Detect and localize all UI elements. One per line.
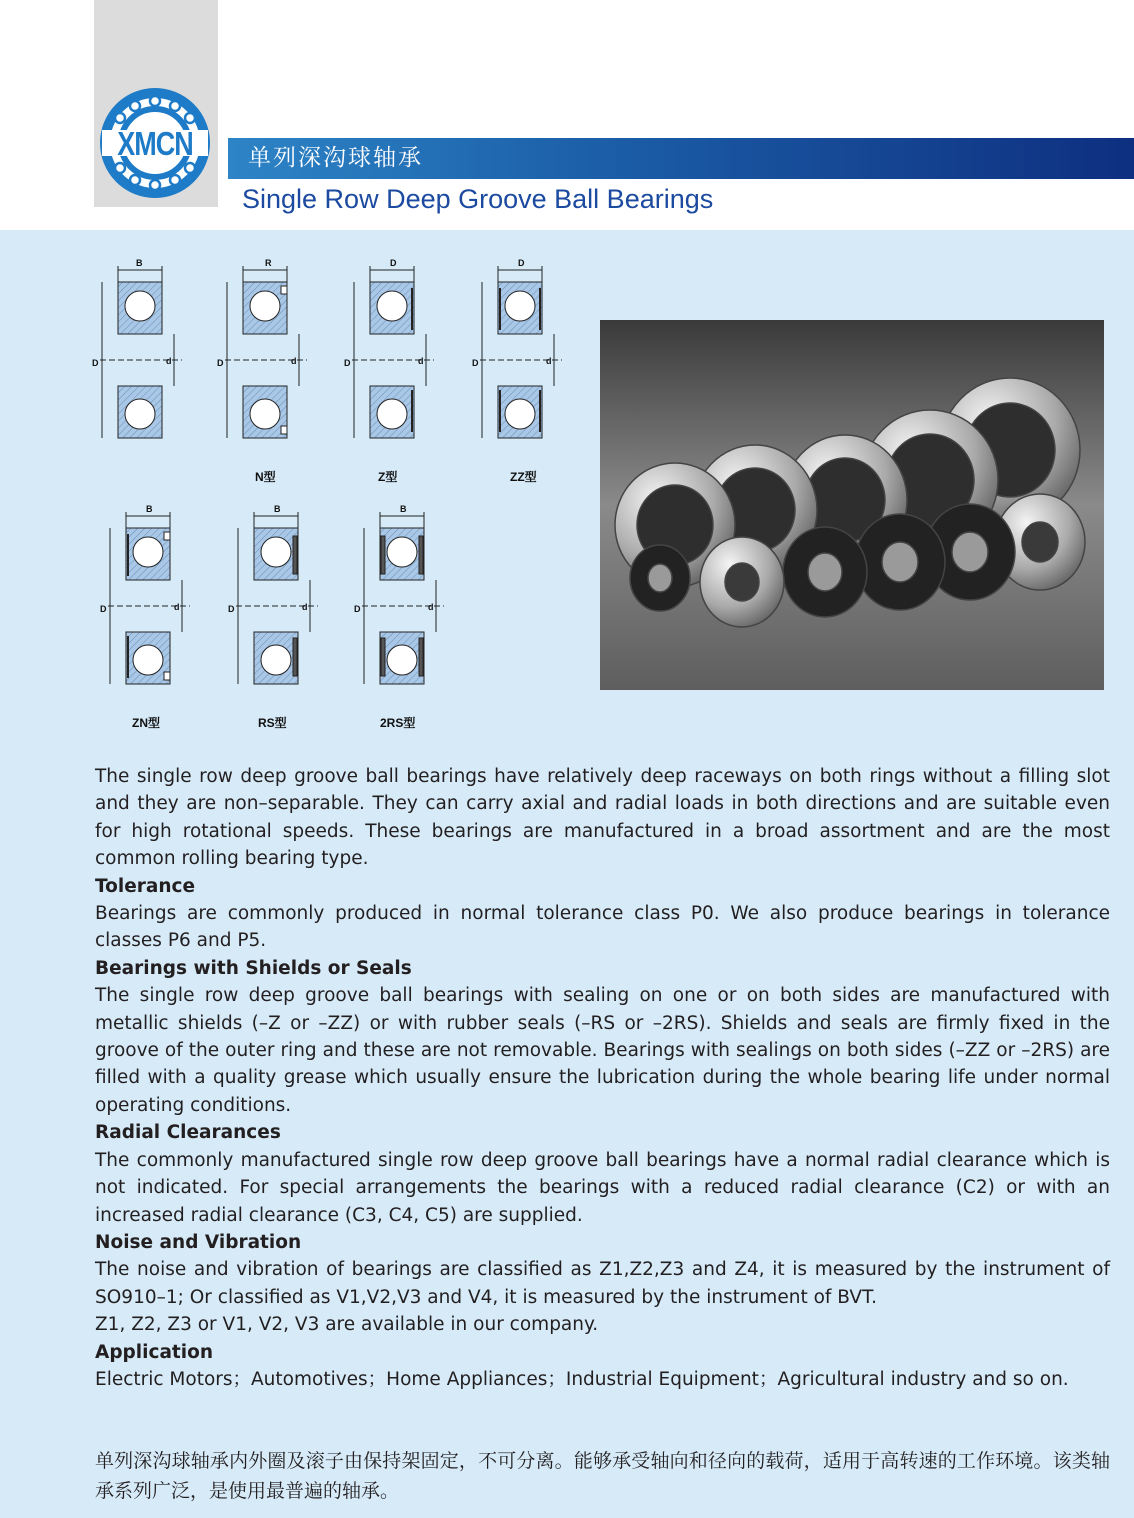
dim-label-b: B [274,504,281,514]
dim-label-b: B [136,258,143,268]
noise-paragraph: The noise and vibration of bearings are classified as Z1,Z2,Z3 and Z4, it is measured by the instrument of SO910–1; Or classified as V1,V2,V3 and V4, it is measured by the instrument of BVT. [95,1259,1110,1308]
application-paragraph: Electric Motors；Automotives；Home Appliances；Industrial Equipment；Agricultural industry and so on. [95,1368,1069,1390]
dim-label-inner-d: d [546,356,552,366]
section-heading-clearances: Radial Clearances [95,1122,281,1144]
logo-text: XMCN [117,125,193,163]
page-title: Single Row Deep Groove Ball Bearings [242,184,714,214]
dim-label-outer-d: D [354,604,361,614]
dim-label-inner-d: d [291,356,297,366]
section-heading-shields: Bearings with Shields or Seals [95,957,412,979]
dim-label-outer-d: D [100,604,107,614]
dim-label-outer-d: D [472,358,479,368]
dim-label-d-top: D [518,258,525,268]
section-heading-noise: Noise and Vibration [95,1231,302,1253]
dim-label-b: B [146,504,153,514]
dim-label-outer-d: D [217,358,224,368]
bearing-diagram-open [90,258,190,448]
intro-paragraph: The single row deep groove ball bearings have relatively deep raceways on both rings without a filling slot and they are non–separable. They can carry axial and radial loads in both directions and are suitable even for high rotational speeds. These bearings are manufactured in a broad assortment and are the most common rolling bearing type. [95,766,1110,870]
bearings-photo [600,320,1104,690]
bearing-diagram-zn [98,504,198,730]
bearing-diagram-2rs [352,504,452,730]
noise-availability: Z1, Z2, Z3 or V1, V2, V3 are available in our company. [95,1314,599,1336]
diagram-label-rs: RS型 [258,716,287,730]
dim-label-outer-d: D [228,604,235,614]
shields-paragraph: The single row deep groove ball bearings with sealing on one or on both sides are manufactured with metallic shields (–Z or –ZZ) or with rubber seals (–RS or –2RS). Shields and seals are firmly fixed in the groove of the outer ring and these are not removable. Bearings with sealings on both sides (–ZZ or –2RS) are filled with a quality grease which usually ensure the lubrication during the whole bearing life under normal operating conditions. [95,985,1110,1116]
dim-label-inner-d: d [302,602,308,612]
bearing-diagram-n [215,258,315,484]
tolerance-paragraph: Bearings are commonly produced in normal tolerance class P0. We also produce bearings in tolerance classes P6 and P5. [95,903,1110,952]
page-title-chinese: 单列深沟球轴承 [248,145,423,171]
bearing-diagram-zz [470,258,570,484]
diagram-label-z: Z型 [378,470,398,484]
dim-label-d-top: D [390,258,397,268]
diagram-label-zn: ZN型 [132,716,160,730]
description-text [95,763,1110,1393]
dim-label-outer-d: D [92,358,99,368]
dim-label-r: R [265,258,272,268]
diagram-label-2rs: 2RS型 [380,716,416,730]
brand-logo [100,88,210,198]
chinese-summary: 单列深沟球轴承内外圈及滚子由保持架固定，不可分离。能够承受轴向和径向的载荷，适用于高转速的工作环境。该类轴承系列广泛，是使用最普遍的轴承。 [95,1450,1110,1502]
dim-label-inner-d: d [428,602,434,612]
dim-label-inner-d: d [174,602,180,612]
clearance-paragraph: The commonly manufactured single row deep groove ball bearings have a normal radial clearance which is not indicated. For special arrangements the bearings with a reduced radial clearance (C2) or with an increased radial clearance (C3, C4, C5) are supplied. [95,1149,1110,1226]
section-heading-tolerance: Tolerance [95,875,196,897]
dim-label-inner-d: d [166,356,172,366]
dim-label-b: B [400,504,407,514]
section-heading-application: Application [95,1341,214,1363]
dim-label-inner-d: d [418,356,424,366]
bearing-diagram-z [342,258,442,484]
diagram-label-zz: ZZ型 [510,470,537,484]
page-header [0,0,1134,230]
bearing-diagram-rs [226,504,326,730]
diagram-label-n: N型 [255,470,276,484]
dim-label-outer-d: D [344,358,351,368]
